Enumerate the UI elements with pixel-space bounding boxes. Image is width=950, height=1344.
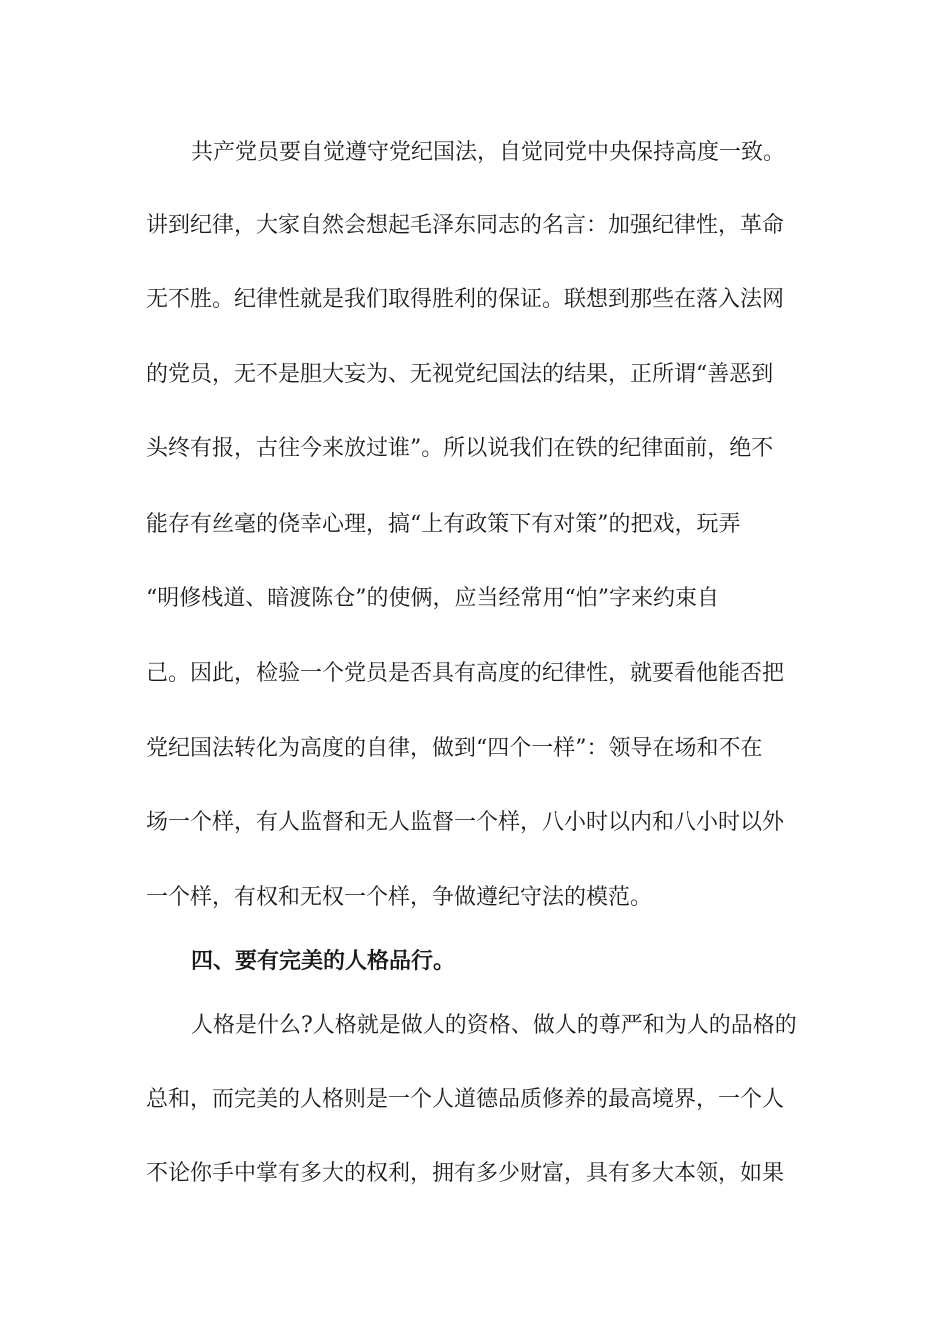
paragraph-line: 无不胜。纪律性就是我们取得胜利的保证。联想到那些在落入法网 (146, 287, 785, 312)
paragraph-line: 一个样，有权和无权一个样，争做遵纪守法的模范。 (146, 885, 653, 910)
paragraph-line: 己。因此，检验一个党员是否具有高度的纪律性，就要看他能否把 (146, 661, 785, 686)
paragraph-line: 共产党员要自觉遵守党纪国法，自觉同党中央保持高度一致。 (191, 140, 786, 165)
paragraph-line: 头终有报，古往今来放过谁”。所以说我们在铁的纪律面前，绝不 (146, 436, 774, 461)
paragraph-line: 场一个样，有人监督和无人监督一个样，八小时以内和八小时以外 (146, 810, 785, 835)
paragraph-line: “明修栈道、暗渡陈仓”的使俩，应当经常用“怕”字来约束自 (146, 586, 719, 611)
paragraph-line: 的党员，无不是胆大妄为、无视党纪国法的结果，正所谓“善恶到 (146, 362, 774, 387)
paragraph-line: 不论你手中掌有多大的权利，拥有多少财富，具有多大本领，如果 (146, 1161, 785, 1186)
paragraph-line: 讲到纪律，大家自然会想起毛泽东同志的名言：加强纪律性，革命 (146, 213, 785, 238)
paragraph-line: 党纪国法转化为高度的自律，做到“四个一样”：领导在场和不在 (146, 736, 763, 761)
paragraph-line: 总和，而完美的人格则是一个人道德品质修养的最高境界，一个人 (146, 1087, 785, 1112)
paragraph-line: 人格是什么?人格就是做人的资格、做人的尊严和为人的品格的 (191, 1013, 797, 1038)
paragraph-line: 能存有丝毫的侥幸心理，搞“上有政策下有对策”的把戏，玩弄 (146, 512, 741, 537)
section-heading: 四、要有完美的人格品行。 (191, 948, 456, 974)
